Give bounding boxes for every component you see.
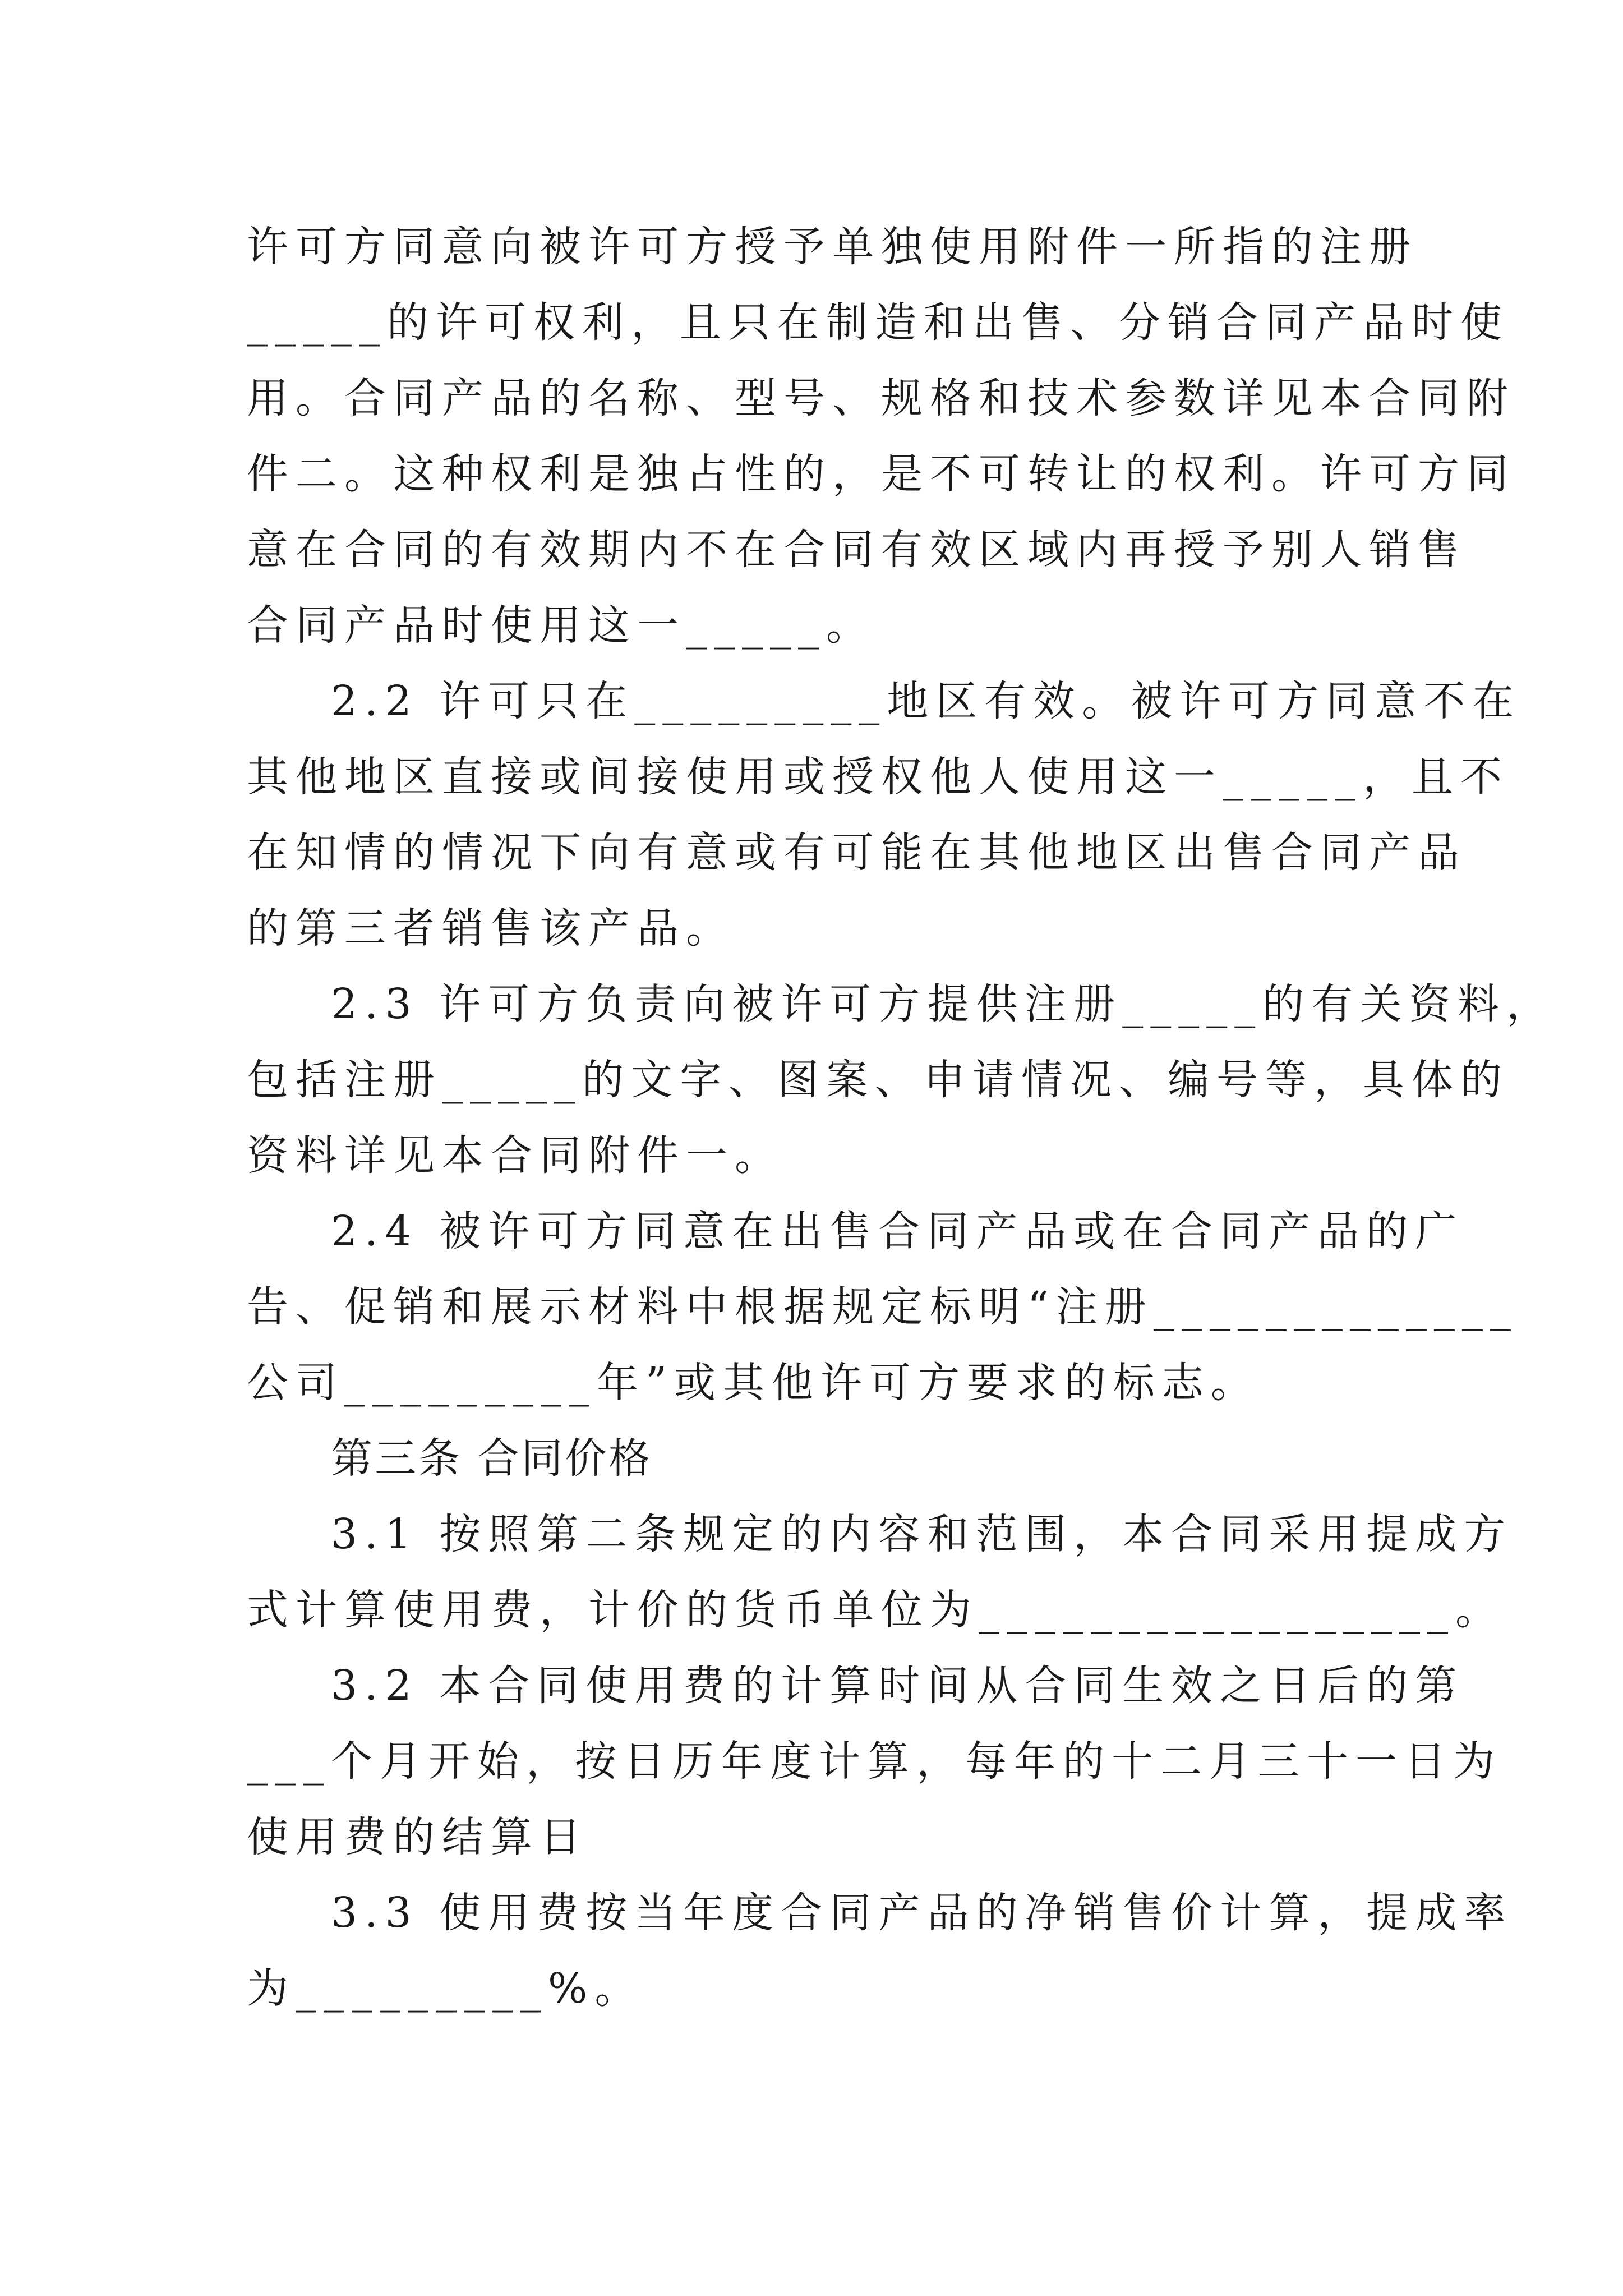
text-line: 为_________%。 (247, 1964, 644, 2013)
text-line: 使用费的结算日 (247, 1813, 588, 1861)
text-line: ___个月开始，按日历年度计算，每年的十二月三十一日为 (247, 1737, 1502, 1786)
text-line: 许可方同意向被许可方授予单独使用附件一所指的注册 (247, 223, 1418, 271)
clause-3-2: 3.2 本合同使用费的计算时间从合同生效之日后的第 (331, 1662, 1464, 1710)
clause-2-4: 2.4 被许可方同意在出售合同产品或在合同产品的广 (331, 1207, 1464, 1255)
text-line: _____的许可权利，且只在制造和出售、分销合同产品时使 (247, 298, 1509, 347)
text-line: 包括注册_____的文字、图案、申请情况、编号等，具体的 (247, 1056, 1509, 1104)
clause-2-2: 2.2 许可只在_________地区有效。被许可方同意不在 (331, 677, 1521, 725)
text-line: 用。合同产品的名称、型号、规格和技术参数详见本合同附 (247, 374, 1515, 422)
text-line: 意在合同的有效期内不在合同有效区域内再授予别人销售 (247, 526, 1467, 574)
text-line: 合同产品时使用这一_____。 (247, 601, 875, 650)
text-line: 告、促销和展示材料中根据规定标明“注册_____________ (247, 1283, 1518, 1331)
text-line: 的第三者销售该产品。 (247, 904, 735, 953)
text-line: 式计算使用费，计价的货币单位为_________________。 (247, 1586, 1504, 1634)
text-line: 其他地区直接或间接使用或授权他人使用这一_____，且不 (247, 753, 1509, 801)
text-line: 资料详见本合同附件一。 (247, 1131, 783, 1180)
section-heading: 第三条 合同价格 (331, 1434, 653, 1483)
text-line: 公司_________年”或其他许可方要求的标志。 (247, 1359, 1260, 1407)
clause-3-3: 3.3 使用费按当年度合同产品的净销售价计算，提成率 (331, 1889, 1513, 1937)
clause-3-1: 3.1 按照第二条规定的内容和范围，本合同采用提成方 (331, 1510, 1513, 1558)
text-line: 件二。这种权利是独占性的，是不可转让的权利。许可方同 (247, 450, 1515, 498)
text-line: 在知情的情况下向有意或有可能在其他地区出售合同产品 (247, 829, 1467, 877)
clause-2-3: 2.3 许可方负责向被许可方提供注册_____的有关资料， (331, 980, 1556, 1028)
